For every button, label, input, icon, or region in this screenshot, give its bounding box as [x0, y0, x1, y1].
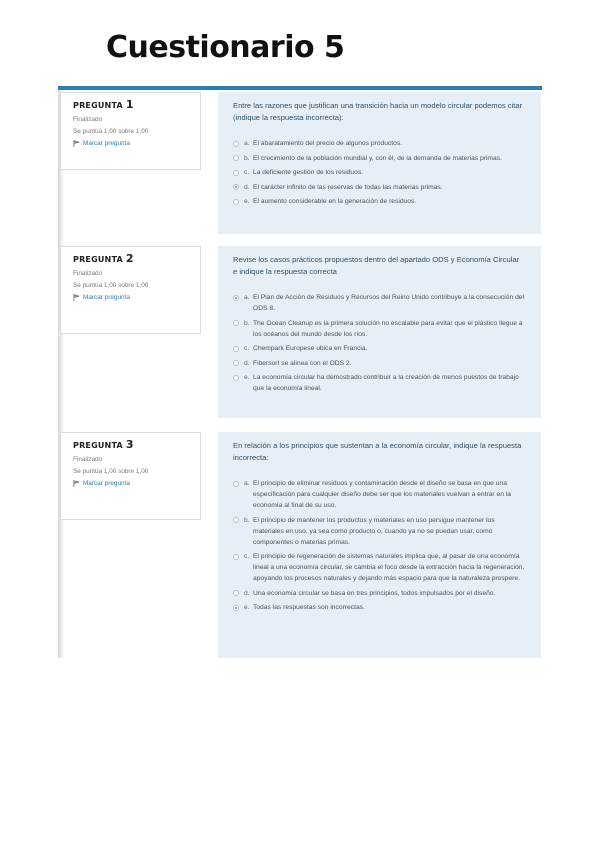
question-grade: Se puntúa 1,00 sobre 1,00: [73, 468, 149, 475]
answer-text: El principio de mantener los productos y materiales en uso persigue mantener los materiales en uso, ya sea como producto o, cuando ya no se puedan usar, como componentes o materias primas.: [253, 516, 495, 546]
answer-text: El principio de regeneración de sistemas naturales implica que, al pasar de una economía lineal a una economía circular, se cambia el foco desde la extracción hacia la regeneración, apoyando los procesos naturales y dejando más espacio para que la naturaleza prospere.: [253, 553, 525, 582]
answer-option[interactable]: [233, 358, 525, 369]
radio-button[interactable]: [233, 360, 239, 366]
header-accent-bar: [58, 86, 542, 90]
radio-button[interactable]: [233, 554, 239, 560]
question-heading: [73, 252, 200, 265]
question-number: 3: [125, 438, 134, 451]
flag-question-link[interactable]: [73, 140, 200, 147]
answer-letter: d.: [244, 589, 250, 597]
question-heading: [73, 438, 200, 451]
question-text: Entre las razones que justifican una transición hacia un modelo circular podemos citar (indique la respuesta incorrecta):: [233, 101, 523, 122]
flag-icon: [73, 294, 80, 301]
answer-option[interactable]: [233, 602, 525, 613]
answer-list: [233, 138, 525, 207]
radio-button[interactable]: [233, 199, 239, 205]
answer-option[interactable]: [233, 372, 525, 394]
question-info-3: [60, 432, 201, 520]
radio-button-selected[interactable]: [233, 184, 239, 190]
flag-question-label: Marcar pregunta: [83, 480, 130, 487]
radio-button[interactable]: [233, 320, 239, 326]
answer-text: La deficiente gestión de los residuos.: [253, 169, 364, 176]
question-text: Revise los casos prácticos propuestos dentro del apartado ODS y Economía Circular e indique la respuesta correcta: [233, 255, 520, 276]
answer-text: El principio de eliminar residuos y contaminación desde el diseño se basa en que una especificación para cualquier diseño debe ser que los materiales vuelvan a entrar en la economía al final de su uso.: [253, 480, 511, 509]
answer-letter: c.: [244, 169, 250, 176]
radio-button[interactable]: [233, 517, 239, 523]
answer-option[interactable]: [233, 343, 525, 354]
question-content-3: [218, 432, 541, 658]
question-label: PREGUNTA: [73, 255, 123, 264]
answer-text: Fibersort se alinea con el ODS 2.: [253, 359, 352, 367]
answer-text: El Plan de Acción de Residuos y Recursos del Reino Unido contribuye a la consecución del ODS 8.: [253, 294, 524, 312]
answer-option[interactable]: [233, 551, 525, 584]
answer-option[interactable]: [233, 138, 525, 149]
answer-text: El aumento considerable en la generación de residuos.: [253, 198, 417, 205]
answer-text: El abaratamiento del precio de algunos productos.: [253, 140, 403, 147]
radio-button-selected[interactable]: [233, 605, 239, 611]
answer-option[interactable]: [233, 196, 525, 207]
answer-option[interactable]: [233, 153, 525, 164]
answer-text: El crecimiento de la población mundial y, con él, de la demanda de materias primas.: [253, 154, 502, 162]
answer-letter: a.: [244, 480, 250, 487]
question-content-1: [218, 92, 541, 234]
radio-button[interactable]: [233, 141, 239, 147]
answer-option[interactable]: [233, 515, 525, 548]
radio-button[interactable]: [233, 346, 239, 352]
question-grade: Se puntúa 1,00 sobre 1,00: [73, 282, 149, 289]
answer-option[interactable]: [233, 182, 525, 193]
answer-letter: d.: [244, 359, 250, 367]
answer-letter: a.: [244, 140, 250, 147]
answer-letter: c.: [244, 345, 250, 352]
radio-button[interactable]: [233, 170, 239, 176]
answer-option[interactable]: [233, 588, 525, 599]
flag-question-link[interactable]: [73, 480, 200, 487]
flag-icon: [73, 140, 80, 147]
flag-question-label: Marcar pregunta: [83, 140, 130, 147]
quiz-screenshot: [58, 86, 542, 658]
document-title: Cuestionario 5: [106, 30, 345, 65]
flag-icon: [73, 480, 80, 487]
question-grade: Se puntúa 1,00 sobre 1,00: [73, 128, 149, 135]
answer-text: Todas las respuestas son incorrectas.: [253, 604, 365, 611]
answer-letter: c.: [244, 553, 250, 560]
answer-option[interactable]: [233, 318, 525, 340]
sidebar-shadow: [58, 90, 64, 658]
question-text: En relación a los principios que sustentan a la economía circular, indique la respuesta incorrecta:: [233, 441, 522, 462]
answer-option[interactable]: [233, 292, 525, 314]
answer-list: [233, 292, 525, 394]
answer-letter: a.: [244, 294, 250, 301]
answer-letter: e.: [244, 198, 250, 205]
answer-text: El carácter infinito de las reservas de todas las materias primas.: [253, 183, 443, 191]
question-state: Finalizado: [73, 116, 103, 123]
question-content-2: [218, 246, 541, 418]
question-state: Finalizado: [73, 456, 103, 463]
answer-letter: e.: [244, 374, 250, 381]
answer-letter: d.: [244, 183, 250, 191]
radio-button[interactable]: [233, 481, 239, 487]
question-number: 2: [125, 252, 134, 265]
flag-question-link[interactable]: [73, 294, 200, 301]
answer-text: Chempark Europese ubica en Francia.: [253, 345, 368, 352]
question-info-2: [60, 246, 201, 334]
question-label: PREGUNTA: [73, 441, 123, 450]
answer-letter: b.: [244, 154, 250, 162]
answer-letter: b.: [244, 516, 250, 524]
answer-list: [233, 478, 525, 613]
answer-text: Una economía circular se basa en tres principios, todos impulsados por el diseño.: [253, 589, 496, 597]
radio-button[interactable]: [233, 375, 239, 381]
question-label: PREGUNTA: [73, 101, 123, 110]
radio-button-selected[interactable]: [233, 295, 239, 301]
answer-letter: b.: [244, 319, 250, 327]
question-state: Finalizado: [73, 270, 103, 277]
question-heading: [73, 98, 200, 111]
flag-question-label: Marcar pregunta: [83, 294, 130, 301]
question-info-1: [60, 92, 201, 170]
answer-text: The Ocean Cleanup es la primera solución no escalable para evitar que el plástico llegue a los océanos del mundo desde los ríos.: [253, 319, 523, 338]
answer-letter: e.: [244, 604, 250, 611]
radio-button[interactable]: [233, 590, 239, 596]
answer-option[interactable]: [233, 167, 525, 178]
question-number: 1: [125, 98, 134, 111]
answer-option[interactable]: [233, 478, 525, 511]
answer-text: La economía circular ha demostrado contribuir a la creación de menos puestos de trabajo que la economía lineal.: [253, 374, 519, 392]
radio-button[interactable]: [233, 155, 239, 161]
